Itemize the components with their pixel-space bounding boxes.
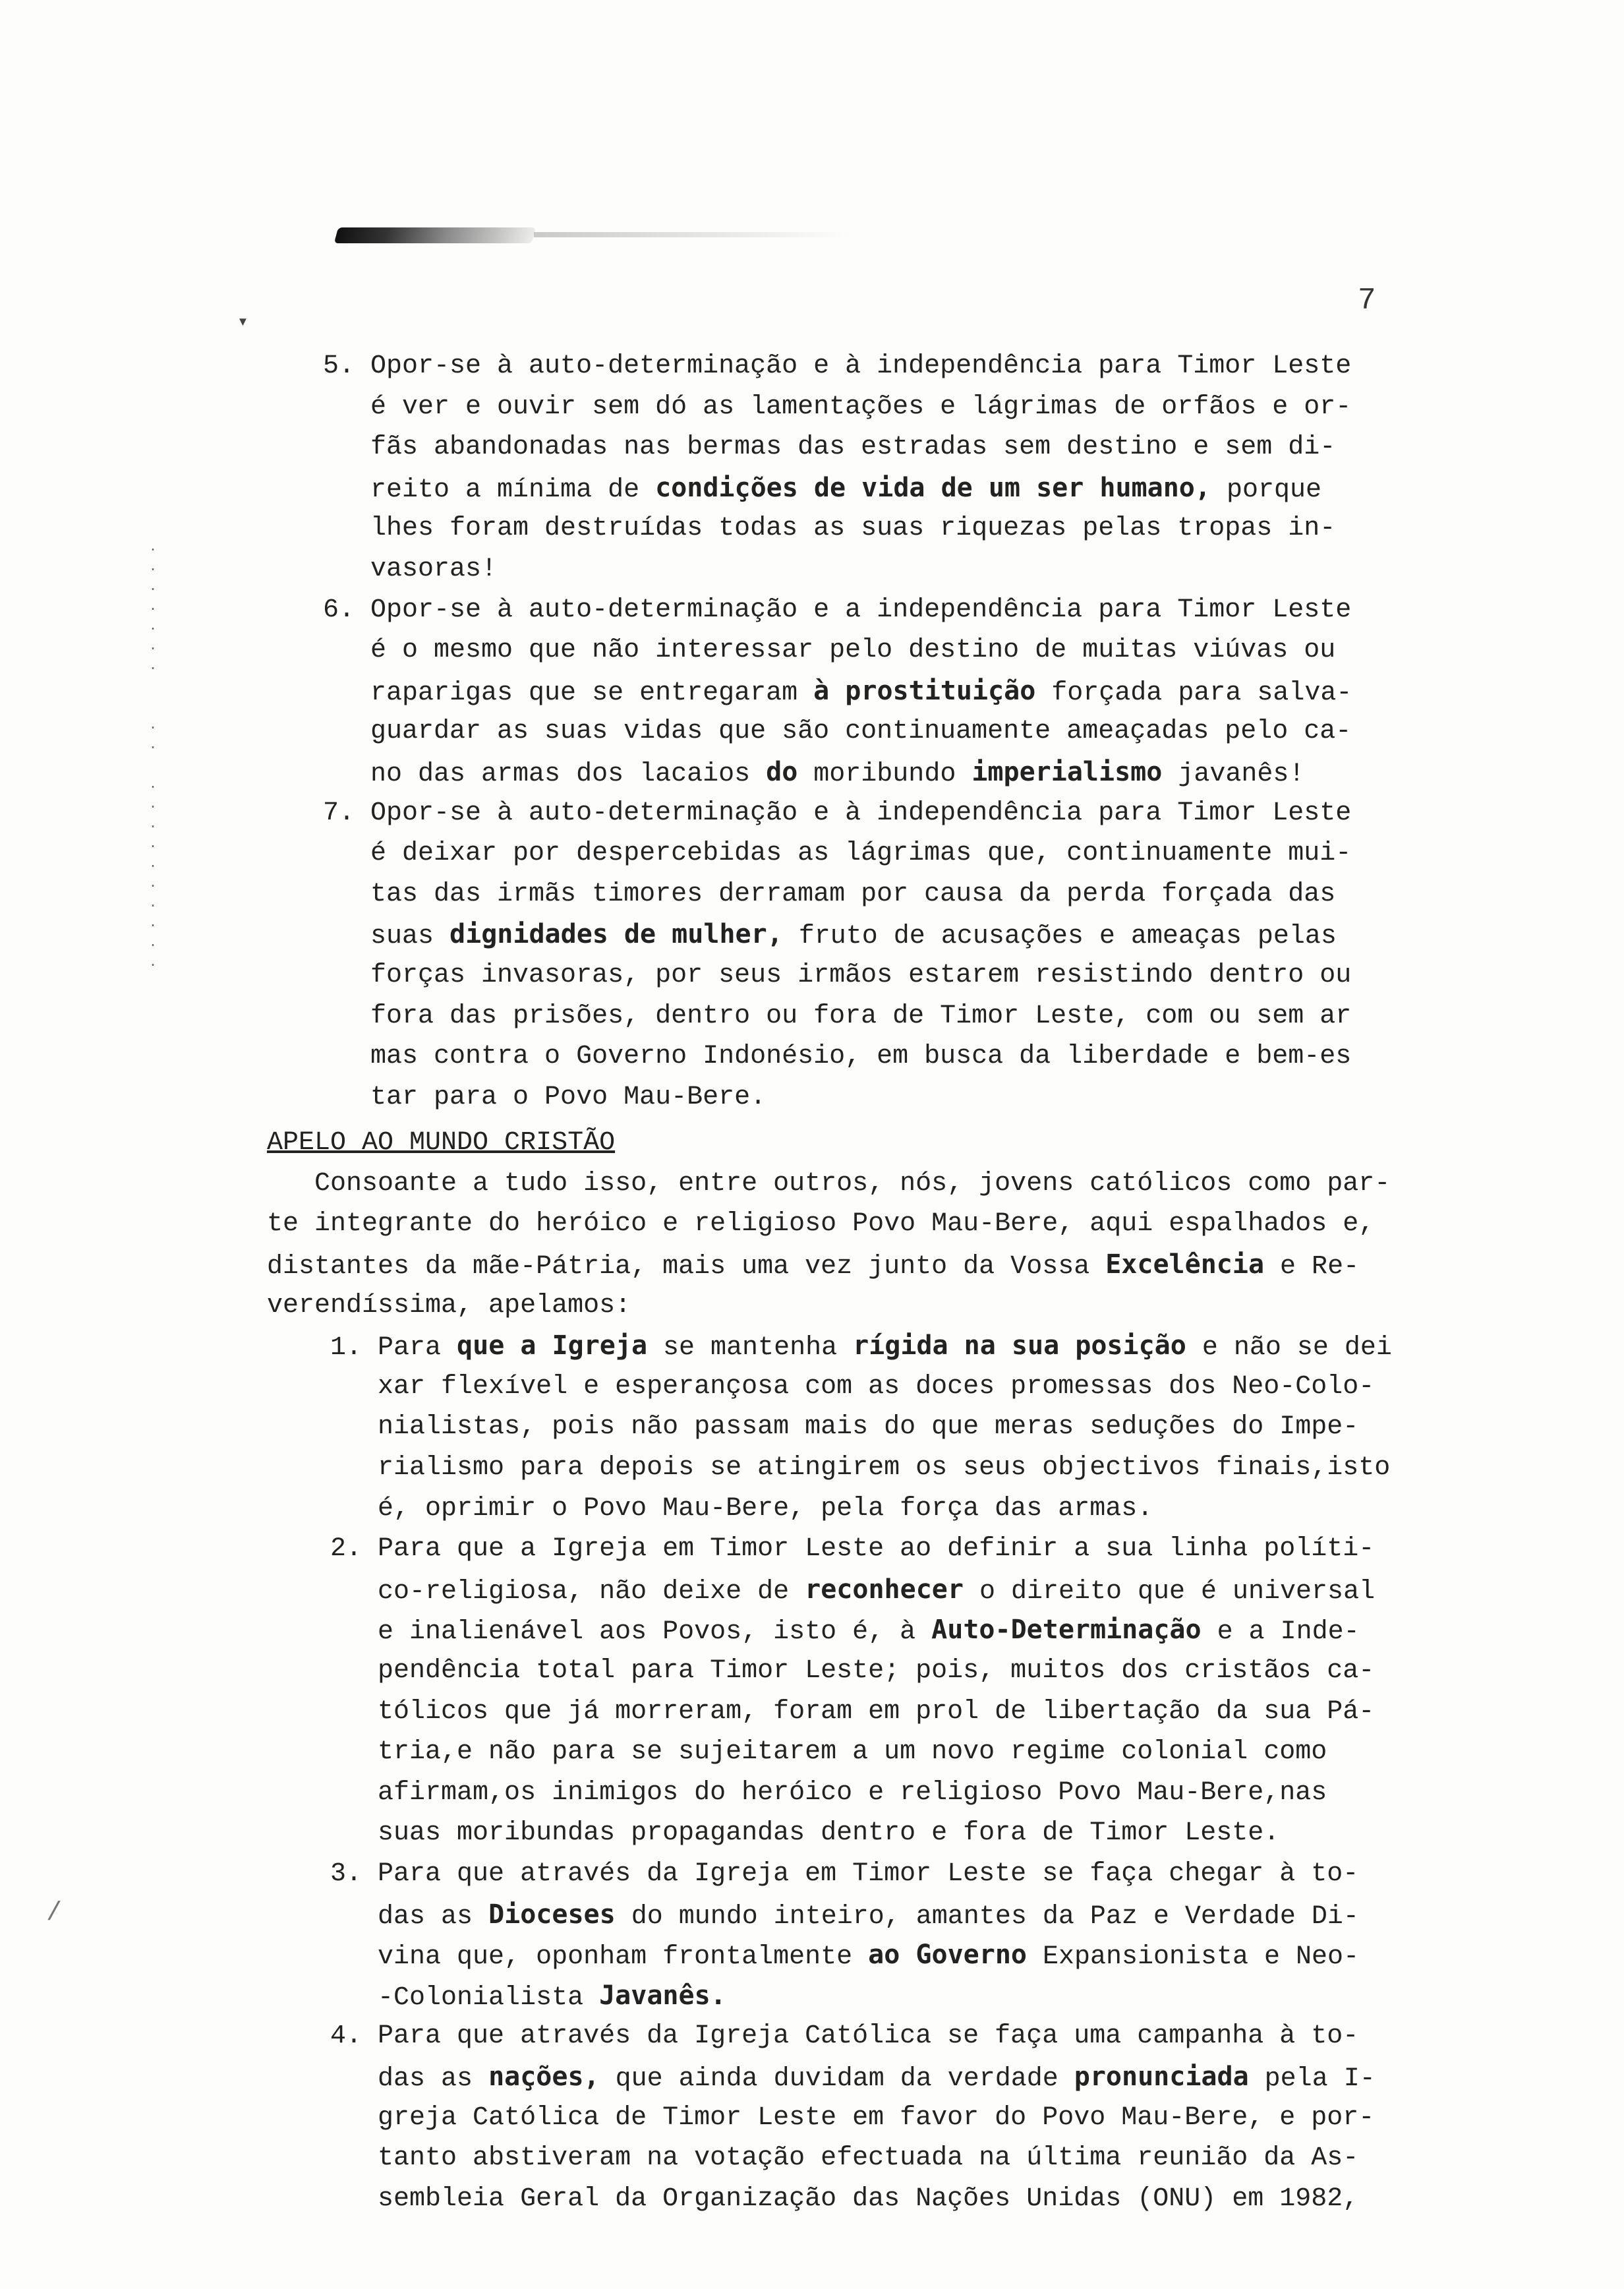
text-line (267, 1570, 1457, 1611)
text-segment: rialismo para depois se atingirem os seus objectivos finais,isto (267, 1453, 1391, 1483)
text-line (267, 1935, 1457, 1976)
text-line (267, 1204, 1457, 1245)
text-segment: -Colonialista (267, 1982, 600, 2013)
text-line (323, 793, 1457, 834)
text-segment: tar para o Povo Mau-Bere. (323, 1082, 767, 1112)
text-line (323, 346, 1457, 387)
text-line (323, 996, 1457, 1037)
text-segment: nialistas, pois não passam mais do que meras seduções do Impe- (267, 1412, 1359, 1442)
text-line (267, 1164, 1457, 1204)
paragraph-a2 (267, 1529, 1457, 1854)
text-segment: co-religiosa, não deixe de (267, 1576, 805, 1607)
text-segment: distantes da mãe-Pátria, mais uma vez junto da Vossa (267, 1252, 1106, 1282)
text-segment: afirmam,os inimigos do heróico e religioso Povo Mau-Bere,nas (267, 1777, 1327, 1808)
text-segment: é, oprimir o Povo Mau-Bere, pela força das armas. (267, 1493, 1153, 1524)
text-line (267, 1448, 1457, 1489)
paragraph-p7 (323, 793, 1457, 1118)
text-segment: e Re- (1264, 1252, 1360, 1282)
text-line (267, 2098, 1457, 2139)
text-line (267, 1529, 1457, 1570)
bold-segment: ao Governo (868, 1940, 1027, 1971)
bold-segment: reconhecer (805, 1574, 964, 1605)
paragraph-p5 (323, 346, 1457, 590)
text-segment: do mundo inteiro, amantes da Paz e Verdade Di- (615, 1901, 1359, 1932)
text-segment: 4. Para que através da Igreja Católica se faça uma campanha à to- (267, 2021, 1359, 2052)
text-segment: o direito que é universal (963, 1576, 1376, 1607)
margin-pencil-mark: / (46, 1899, 63, 1928)
text-line (267, 2016, 1457, 2057)
bold-segment: Dioceses (488, 1899, 616, 1930)
page-number: 7 (1358, 283, 1376, 318)
text-segment: que ainda duvidam da verdade (599, 2064, 1074, 2094)
text-segment: porque (1210, 475, 1321, 505)
text-line (267, 1367, 1457, 1408)
text-segment: se mantenha (647, 1333, 854, 1363)
text-line (267, 2179, 1457, 2220)
text-line (267, 1489, 1457, 1530)
bold-segment: dignidades de mulher, (450, 919, 783, 950)
text-line (323, 387, 1457, 428)
text-segment: das as (267, 2064, 489, 2094)
text-segment: vasoras! (323, 554, 498, 584)
text-line (323, 1036, 1457, 1077)
text-segment: vina que, oponham frontalmente (267, 1942, 869, 1973)
text-line (267, 1813, 1457, 1854)
text-line (323, 1077, 1457, 1118)
text-segment: forças invasoras, por seus irmãos estarem resistindo dentro ou (323, 960, 1352, 990)
paragraph-a1 (267, 1326, 1457, 1529)
text-segment: sembleia Geral da Organização das Nações Unidas (ONU) em 1982, (267, 2184, 1359, 2214)
text-line (267, 1610, 1457, 1651)
text-line (267, 2057, 1457, 2098)
text-segment: e a Inde- (1201, 1617, 1360, 1648)
bold-segment: Auto-Determinação (931, 1615, 1202, 1646)
text-line (267, 1651, 1457, 1692)
document-body (267, 346, 1457, 2219)
text-segment: guardar as suas vidas que são continuamente ameaçadas pelo ca- (323, 717, 1352, 747)
text-line (267, 1123, 1457, 1164)
scan-smudge (334, 227, 536, 243)
text-segment: é deixar por despercebidas as lágrimas que, continuamente mui- (323, 839, 1352, 869)
text-segment: fruto de acusações e ameaças pelas (782, 922, 1337, 952)
text-line (323, 468, 1457, 509)
text-line (267, 1773, 1457, 1814)
paragraph-a3 (267, 1854, 1457, 2016)
text-segment: APELO AO MUNDO CRISTÃO (267, 1128, 616, 1158)
text-line (267, 1854, 1457, 1895)
text-segment: verendíssima, apelamos: (267, 1290, 631, 1321)
text-line (267, 2138, 1457, 2179)
text-segment: pela I- (1248, 2064, 1376, 2094)
text-segment: e inalienável aos Povos, isto é, à (267, 1617, 932, 1648)
text-segment: Expansionista e Neo- (1026, 1942, 1360, 1973)
text-line (323, 833, 1457, 874)
text-segment: reito a mínima de (323, 475, 656, 505)
text-segment: 6. Opor-se à auto-determinação e a independência para Timor Leste (323, 595, 1352, 625)
text-line (323, 752, 1457, 793)
text-segment: das as (267, 1901, 489, 1932)
text-segment: é ver e ouvir sem dó as lamentações e lágrimas de orfãos e or- (323, 392, 1352, 422)
bold-segment: condições de vida de um ser humano, (655, 472, 1211, 503)
bold-segment: pronunciada (1074, 2061, 1249, 2092)
text-line (323, 630, 1457, 671)
bold-segment: à prostituição (813, 675, 1036, 706)
text-segment: é o mesmo que não interessar pelo destino de muitas viúvas ou (323, 636, 1336, 666)
text-segment: lhes foram destruídas todas as suas riquezas pelas tropas in- (323, 514, 1336, 544)
bold-segment: do (766, 756, 798, 787)
text-segment: 2. Para que a Igreja em Timor Leste ao definir a sua linha políti- (267, 1534, 1375, 1564)
text-line (267, 1286, 1457, 1326)
text-line (267, 1732, 1457, 1773)
margin-dots: · · · · · · · · · · · · · · · · · · · (149, 543, 158, 973)
bold-segment: que a Igreja (457, 1330, 648, 1361)
text-line (323, 711, 1457, 752)
text-segment: e não se dei (1186, 1333, 1392, 1363)
text-line (323, 955, 1457, 996)
text-segment: pendência total para Timor Leste; pois, muitos dos cristãos ca- (267, 1656, 1375, 1686)
text-line (323, 549, 1457, 590)
text-segment: forçada para salva- (1035, 678, 1352, 708)
text-segment: tanto abstiveram na votação efectuada na última reunião da As- (267, 2143, 1359, 2174)
text-segment: raparigas que se entregaram (323, 678, 814, 708)
text-segment: mas contra o Governo Indonésio, em busca da liberdade e bem-es (323, 1042, 1352, 1072)
scan-smudge-trail (534, 232, 850, 237)
text-segment: 7. Opor-se à auto-determinação e à independência para Timor Leste (323, 798, 1352, 828)
text-segment: tólicos que já morreram, foram em prol de libertação da sua Pá- (267, 1696, 1375, 1727)
text-segment: te integrante do heróico e religioso Povo Mau-Bere, aqui espalhados e, (267, 1209, 1375, 1239)
paragraph-a4 (267, 2016, 1457, 2219)
text-segment: 5. Opor-se à auto-determinação e à independência para Timor Leste (323, 351, 1352, 381)
bold-segment: rígida na sua posição (853, 1330, 1186, 1361)
text-segment: suas moribundas propagandas dentro e fora de Timor Leste. (267, 1818, 1280, 1849)
text-segment: tas das irmãs timores derramam por causa da perda forçada das (323, 879, 1336, 909)
margin-mark: ▾ (237, 312, 248, 333)
text-segment: moribundo (798, 759, 972, 789)
bold-segment: nações, (488, 2061, 600, 2092)
text-line (323, 590, 1457, 631)
bold-segment: Excelência (1105, 1249, 1265, 1280)
text-segment: javanês! (1162, 759, 1305, 789)
text-line (323, 874, 1457, 915)
text-segment: Consoante a tudo isso, entre outros, nós, jovens católicos como par- (267, 1168, 1391, 1199)
text-segment: no das armas dos lacaios (323, 759, 767, 789)
section-heading (267, 1123, 1457, 1164)
text-line (267, 1692, 1457, 1733)
paragraph-intro (267, 1164, 1457, 1326)
text-line (267, 1976, 1457, 2017)
text-segment: 1. Para (267, 1333, 457, 1363)
text-segment: fora das prisões, dentro ou fora de Timor Leste, com ou sem ar (323, 1001, 1352, 1031)
text-line (323, 508, 1457, 549)
text-segment: xar flexível e esperançosa com as doces promessas dos Neo-Colo- (267, 1371, 1375, 1402)
text-segment: suas (323, 922, 450, 952)
bold-segment: Javanês. (599, 1980, 726, 2011)
paragraph-p6 (323, 590, 1457, 793)
text-line (323, 914, 1457, 955)
text-segment: greja Católica de Timor Leste em favor do Povo Mau-Bere, e por- (267, 2102, 1375, 2133)
text-line (323, 427, 1457, 468)
text-line (267, 1407, 1457, 1448)
text-segment: 3. Para que através da Igreja em Timor Leste se faça chegar à to- (267, 1858, 1359, 1889)
text-line (267, 1245, 1457, 1286)
text-line (267, 1895, 1457, 1936)
text-line (267, 1326, 1457, 1367)
bold-segment: imperialismo (972, 756, 1163, 787)
text-segment: tria,e não para se sujeitarem a um novo regime colonial como (267, 1737, 1327, 1768)
text-segment: fãs abandonadas nas bermas das estradas sem destino e sem di- (323, 432, 1336, 463)
text-line (323, 671, 1457, 712)
